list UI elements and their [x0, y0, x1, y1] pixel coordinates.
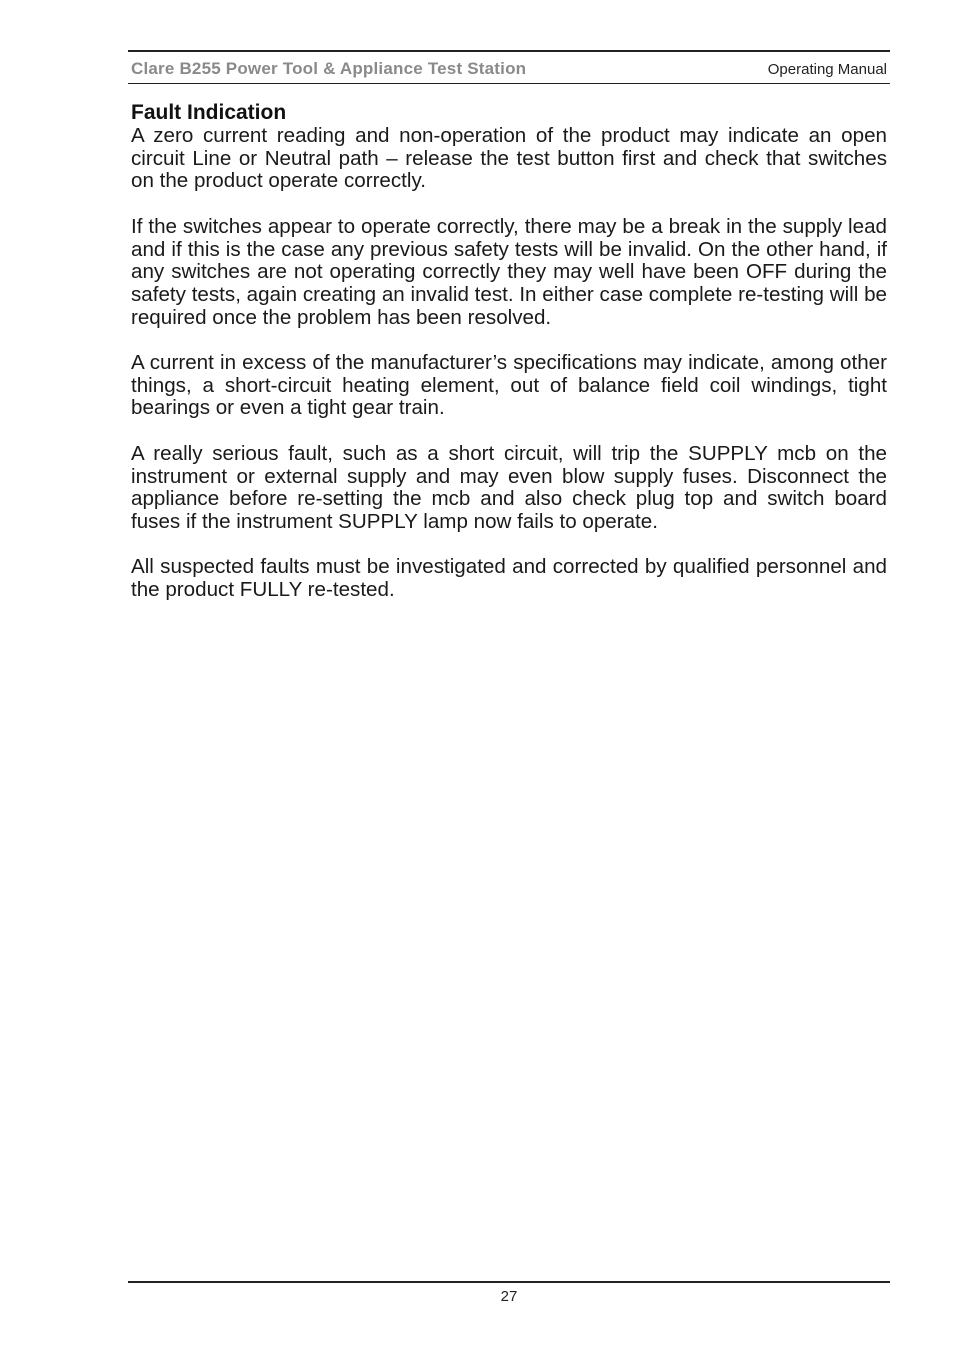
document-title: Clare B255 Power Tool & Appliance Test Station [131, 59, 527, 78]
page-body [131, 101, 887, 624]
section-heading: Fault Indication [131, 101, 287, 124]
page-header [128, 50, 890, 84]
document-type: Operating Manual [767, 61, 887, 78]
paragraph-serious-fault: A really serious fault, such as a short circuit, will trip the SUPPLY mcb on the instrument or external supply and may even blow supply fuses. Disconnect the appliance before re-setting the mcb and also check plug top and switch board fuses if the instrument SUPPLY lamp now fails to operate. [131, 441, 887, 533]
paragraph-excess-current: A current in excess of the manufacturer’s specifications may indicate, among other things, a short-circuit heating element, out of balance field coil windings, tight bearings or even a tight gear train. [131, 351, 887, 420]
paragraph-supply-lead: If the switches appear to operate correctly, there may be a break in the supply lead and if this is the case any previous safety tests will be invalid. On the other hand, if any switches are not operating correctly they may well have been OFF during the safety tests, again creating an invalid test. In either case complete re-testing will be required once the problem has been resolved. [131, 214, 887, 329]
page-number: 27 [500, 1288, 518, 1305]
footer-rule [128, 1281, 890, 1283]
paragraph-qualified-personnel: All suspected faults must be investigated and corrected by qualified personnel and the product FULLY re-tested. [131, 555, 887, 601]
paragraph-open-circuit: A zero current reading and non-operation of the product may indicate an open circuit Line or Neutral path – release the test button first and check that switches on the product operate correctly. [131, 124, 887, 193]
